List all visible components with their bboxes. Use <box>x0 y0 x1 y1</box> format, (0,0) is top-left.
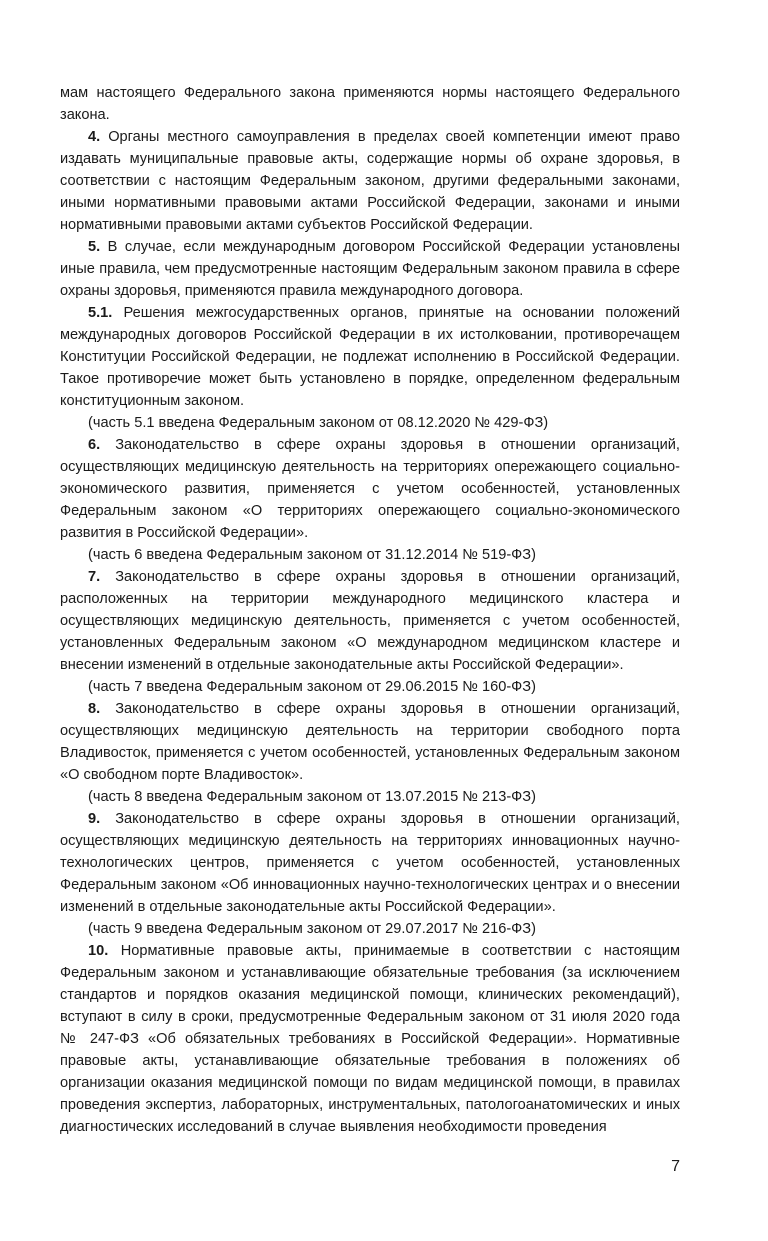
paragraph-part-4: 4. Органы местного самоуправления в пределах своей компетенции имеют право издавать муниципальные правовые акты, содержащие нормы об охране здоровья, в соответствии с настоящим Федеральным законом, другими федеральными законами, иными нормативными правовыми актами Российской Федерации, законами и иными нормативными правовыми актами субъектов Российской Федерации. <box>60 129 680 233</box>
amendment-note: (часть 5.1 введена Федеральным законом от 08.12.2020 № 429-ФЗ) <box>88 415 549 431</box>
paragraph-part-9: 9. Законодательство в сфере охраны здоровья в отношении организаций, осуществляющих медицинскую деятельность на территориях инновационных научно-технологических центров, применяется с учетом особенностей, установленных Федеральным законом «Об инновационных научно-технологических центрах и о внесении изменений в отдельные законодательные акты Российской Федерации». <box>60 811 680 915</box>
amendment-note: (часть 8 введена Федеральным законом от 13.07.2015 № 213-ФЗ) <box>88 789 536 805</box>
paragraph-part-10: 10. Нормативные правовые акты, принимаемые в соответствии с настоящим Федеральным законом и устанавливающие обязательные требования (за исключением стандартов и порядков оказания медицинской помощи, клинических рекомендаций), вступают в силу в сроки, предусмотренные Федеральным законом от 31 июля 2020 года № 247-ФЗ «Об обязательных требованиях в Российской Федерации». Нормативные правовые акты, устанавливающие обязательные требования в положениях об организации оказания медицинской помощи по видам медицинской помощи, в правилах проведения экспертиз, лабораторных, инструментальных, патологоанатомических и иных диагностических исследований в случае выявления необходимости проведения <box>60 943 680 1135</box>
paragraph-part-7: 7. Законодательство в сфере охраны здоровья в отношении организаций, расположенных на территории международного медицинского кластера и осуществляющих медицинскую деятельность, применяется с учетом особенностей, установленных Федеральным законом «О международном медицинском кластере и внесении изменений в отдельные законодательные акты Российской Федерации». <box>60 569 680 673</box>
document-page <box>60 82 680 1138</box>
part-number: 5.1. <box>88 305 113 321</box>
paragraph-part-5-1: 5.1. Решения межгосударственных органов, принятые на основании положений международных договоров Российской Федерации в их истолковании, противоречащем Конституции Российской Федерации, не подлежат исполнению в Российской Федерации. Такое противоречие может быть установлено в порядке, определенном федеральным конституционным законом. <box>60 305 680 409</box>
part-number: 9. <box>88 811 101 827</box>
part-number: 6. <box>88 437 101 453</box>
part-number: 7. <box>88 569 101 585</box>
amendment-note: (часть 6 введена Федеральным законом от 31.12.2014 № 519-ФЗ) <box>88 547 536 563</box>
part-number: 5. <box>88 239 101 255</box>
amendment-note: (часть 7 введена Федеральным законом от 29.06.2015 № 160-ФЗ) <box>88 679 536 695</box>
page-number: 7 <box>671 1158 680 1175</box>
paragraph-part-5: 5. В случае, если международным договором Российской Федерации установлены иные правила, чем предусмотренные настоящим Федеральным законом правила в сфере охраны здоровья, применяются правила международного договора. <box>60 239 680 299</box>
part-number: 10. <box>88 943 109 959</box>
paragraph-continuation: мам настоящего Федерального закона применяются нормы настоящего Федерального закона. <box>60 85 680 123</box>
part-number: 4. <box>88 129 101 145</box>
amendment-note: (часть 9 введена Федеральным законом от 29.07.2017 № 216-ФЗ) <box>88 921 536 937</box>
paragraph-part-8: 8. Законодательство в сфере охраны здоровья в отношении организаций, осуществляющих медицинскую деятельность на территории свободного порта Владивосток, применяется с учетом особенностей, установленных Федеральным законом «О свободном порте Владивосток». <box>60 701 680 783</box>
part-number: 8. <box>88 701 101 717</box>
paragraph-part-6: 6. Законодательство в сфере охраны здоровья в отношении организаций, осуществляющих медицинскую деятельность на территориях опережающего социально-экономического развития, применяется с учетом особенностей, установленных Федеральным законом «О территориях опережающего социально-экономического развития в Российской Федерации». <box>60 437 680 541</box>
